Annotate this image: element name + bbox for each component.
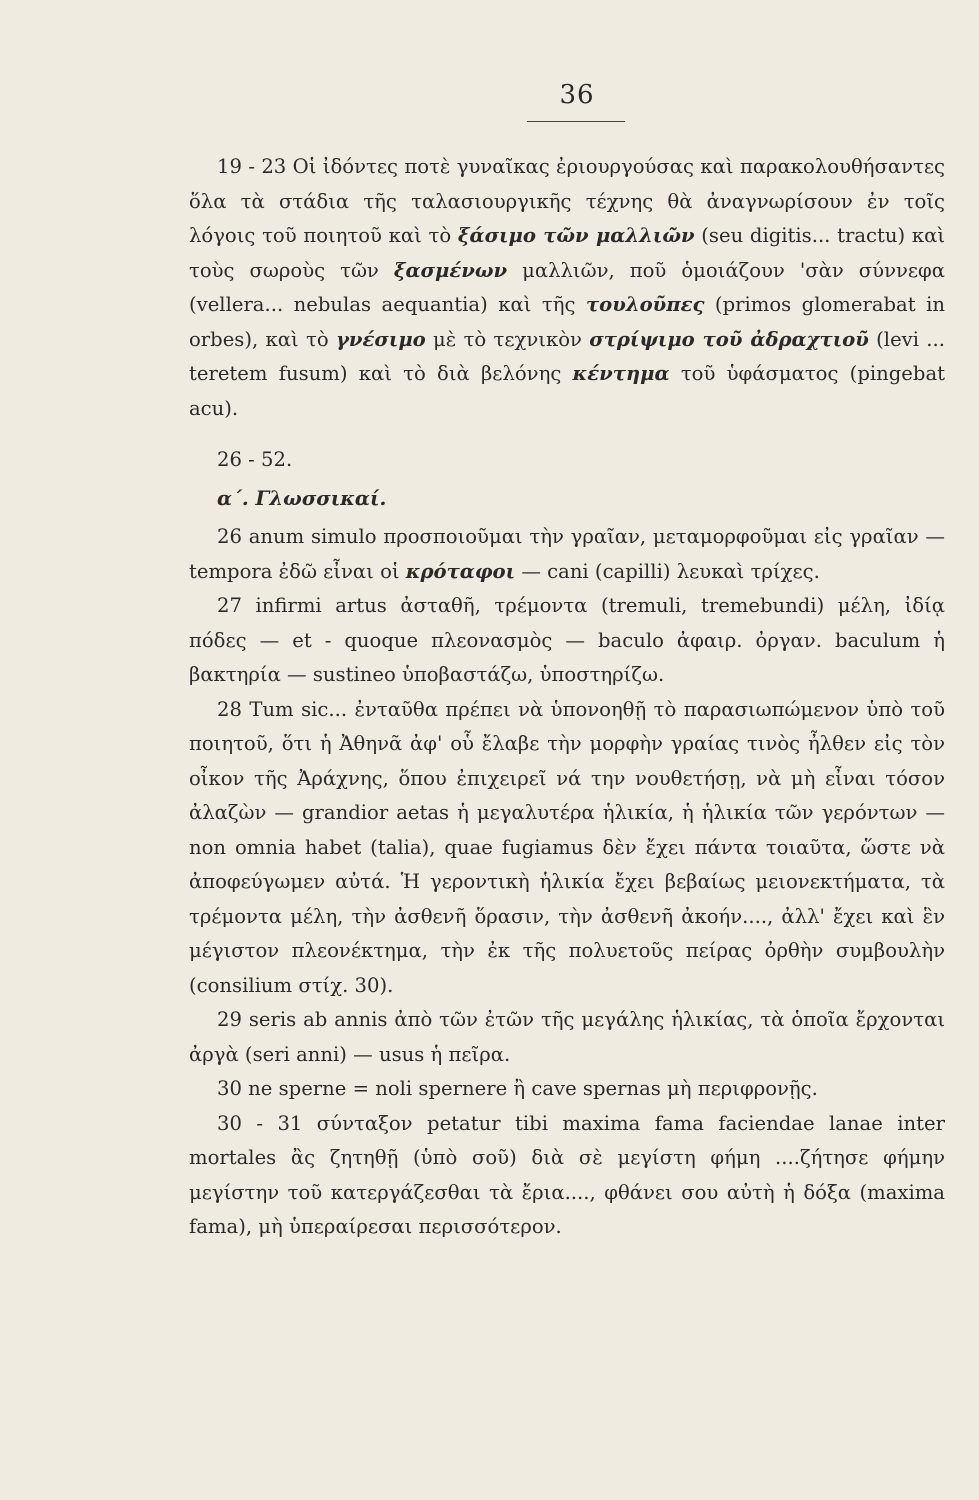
text-segment: τοῦ ὑφάσματος (pingebat acu). xyxy=(189,362,945,420)
paragraph-30-31: 30 - 31 σύνταξον petatur tibi maxima fama faciendae lanae inter mortales ἂς ζητηθῇ (ὑπὸ σοῦ) διὰ σὲ μεγίστη φήμη ....ζήτησε φήμην μεγίστην τοῦ κατεργάζεσθαι τὰ ἔρια...., φθάνει σου αὐτὴ ἡ δόξα (maxima fama), μὴ ὑπεραίρεσαι περισσότερον. xyxy=(189,1111,945,1238)
emphasis: στρίψιμο τοῦ ἀδραχτιοῦ xyxy=(589,327,869,351)
text-segment: μὲ τὸ τεχνικὸν xyxy=(425,327,590,351)
emphasis: κρόταφοι xyxy=(405,559,516,583)
section-heading: α΄. Γλωσσικαί. xyxy=(217,486,387,510)
paragraph-30: 30 ne sperne = noli spernere ἢ cave spernas μὴ περιφρονῇς. xyxy=(217,1077,818,1100)
paragraph-27: 27 infirmi artus ἀσταθῆ, τρέμοντα (tremuli, tremebundi) μέλη, ἰδίᾳ πόδες — et - quoque πλεονασμὸς — baculo ἀφαιρ. ὀργαν. baculum ἡ βακτηρία — sustineo ὑποβαστάζω, ὑποστηρίζω. xyxy=(189,594,945,686)
paragraph-28: 28 Tum sic... ἐνταῦθα πρέπει νὰ ὑπονοηθῇ τὸ παρασιωπώμενον ὑπὸ τοῦ ποιητοῦ, ὅτι ἡ Ἀθηνᾶ ἀφ' οὗ ἔλαβε τὴν μορφὴν γραίας τινὸς ἦλθεν εἰς τὸν οἶκον τῆς Ἀράχνης, ὅπου ἐπιχειρεῖ νά την νουθετήσῃ, νὰ μὴ εἶναι τόσον ἀλαζὼν — grandior aetas ἡ μεγαλυτέρα ἡλικία, ἡ ἡλικία τῶν γερόντων — non omnia habet (talia), quae fugiamus δὲν ἔχει πάντα τοιαῦτα, ὥστε νὰ ἀποφεύγωμεν αὐτά. Ἡ γεροντικὴ ἡλικία ἔχει βεβαίως μειονεκτήματα, τὰ τρέμοντα μέλη, τὴν ἀσθενῆ ὅρασιν, τὴν ἀσθενῆ ἀκοήν...., ἀλλ' ἔχει καὶ ἓν μέγιστον πλεονέκτημα, τὴν ἐκ τῆς πολυετοῦς πείρας ὀρθὴν συμβουλὴν (consilium στίχ. 30). xyxy=(189,697,945,997)
emphasis: ξάσιμο τῶν μαλλιῶν xyxy=(457,224,695,247)
emphasis: κέντημα xyxy=(572,362,670,385)
text-segment: — cani (capilli) λευκαὶ τρίχες. xyxy=(515,559,820,583)
paragraph-29: 29 seris ab annis ἀπὸ τῶν ἐτῶν τῆς μεγάλης ἡλικίας, τὰ ὁποῖα ἔρχονται ἀργὰ (seri anni) — usus ἡ πεῖρα. xyxy=(189,1008,945,1066)
emphasis: τουλοῦπες xyxy=(585,293,705,316)
line-range: 26 - 52. xyxy=(217,448,293,471)
page-number-rule xyxy=(527,121,625,122)
text-segment: (levi ... teretem fusum) καὶ τὸ διὰ βελόνης xyxy=(189,327,945,385)
text-segment: (seu digitis... tractu) καὶ τοὺς σωροὺς τῶν xyxy=(189,224,945,282)
paragraph-26 xyxy=(189,520,945,589)
emphasis: γνέσιμο xyxy=(335,327,426,351)
text-segment: μαλλιῶν, ποῦ ὁμοιάζουν 'σὰν σύννεφα (vellera... nebulas aequantia) καὶ τῆς xyxy=(189,258,945,316)
body-text xyxy=(189,150,945,1245)
page-number: 36 xyxy=(559,80,595,110)
text-segment: 26 anum simulo προσποιοῦμαι τὴν γραῖαν, μεταμορφοῦμαι εἰς γραῖαν — tempora ἐδῶ εἶναι οἱ xyxy=(189,525,945,583)
paragraph-19-23 xyxy=(189,150,945,426)
text-segment: (primos glomerabat in orbes), καὶ τὸ xyxy=(189,293,945,351)
text-segment: 19 - 23 Οἱ ἰδόντες ποτὲ γυναῖκας ἐριουργούσας καὶ παρακολουθήσαντες ὅλα τὰ στάδια τῆς ταλασιουργικῆς τέχνης θὰ ἀναγνωρίσουν ἐν τοῖς λόγοις τοῦ ποιητοῦ καὶ τὸ xyxy=(189,155,945,247)
emphasis: ξασμένων xyxy=(393,258,508,282)
